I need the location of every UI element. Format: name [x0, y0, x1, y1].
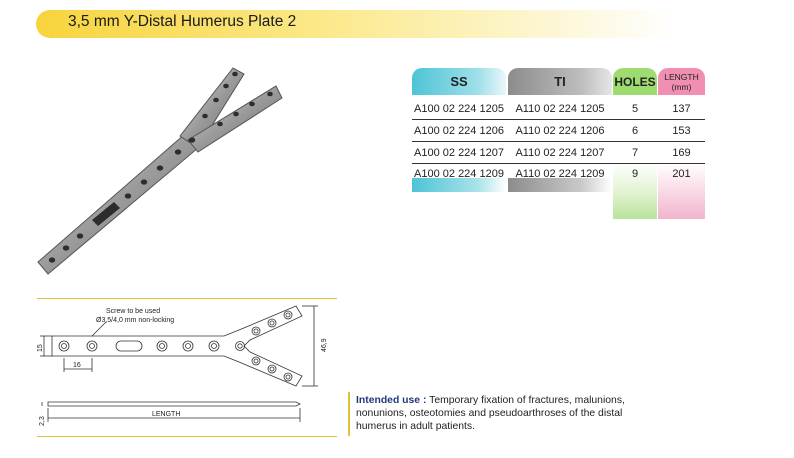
header-ss: SS	[412, 68, 506, 95]
intended-use	[356, 394, 656, 433]
cell-ss: A100 02 224 1207	[414, 147, 504, 159]
cell-length: 153	[672, 125, 691, 137]
cell-ss: A100 02 224 1209	[414, 168, 504, 180]
header-length-label: LENGTH	[664, 71, 699, 82]
dim-width: 15	[37, 344, 44, 352]
drawing-top-divider	[37, 298, 337, 299]
cell-ti: A110 02 224 1205	[515, 103, 605, 115]
intended-use-text: Temporary fixation of fractures, malunions, nonunions, osteotomies and pseudoarthroses of the distal humerus in adult patients.	[356, 395, 625, 432]
technical-drawing	[34, 300, 334, 434]
cell-ti: A110 02 224 1206	[515, 125, 605, 137]
intended-use-label: Intended use :	[356, 395, 427, 406]
row-divider	[412, 119, 705, 120]
screw-note-detail: Ø3,5/4,0 mm non-locking	[96, 317, 175, 324]
header-length-unit: (mm)	[671, 81, 692, 92]
cell-ss: A100 02 224 1205	[414, 103, 504, 115]
cell-ti: A110 02 224 1207	[515, 147, 605, 159]
cell-length: 137	[672, 103, 691, 115]
screw-note-title: Screw to be used	[106, 308, 161, 315]
cell-holes: 5	[631, 103, 639, 115]
cell-length: 201	[672, 168, 691, 180]
dim-length: LENGTH	[152, 411, 181, 418]
cell-ti: A110 02 224 1209	[515, 168, 605, 180]
cell-ss: A100 02 224 1206	[414, 125, 504, 137]
header-holes: HOLES	[613, 68, 657, 95]
cell-holes: 9	[631, 168, 639, 180]
cell-holes: 7	[631, 147, 639, 159]
intended-use-accent-bar	[348, 392, 350, 436]
row-divider	[412, 141, 705, 142]
cell-holes: 6	[631, 125, 639, 137]
plate-photo	[30, 62, 290, 282]
dim-thickness: 2,3	[39, 416, 46, 426]
table-row	[412, 143, 705, 163]
cell-length: 169	[672, 147, 691, 159]
header-ti: TI	[508, 68, 612, 95]
page-title: 3,5 mm Y-Distal Humerus Plate 2	[68, 13, 297, 30]
dim-height: 46,9	[321, 338, 328, 352]
dim-pitch: 16	[73, 362, 81, 369]
table-row	[412, 121, 705, 141]
table-row	[412, 99, 705, 119]
header-length	[658, 68, 705, 95]
drawing-bottom-divider	[37, 436, 337, 437]
table-row	[412, 164, 705, 184]
